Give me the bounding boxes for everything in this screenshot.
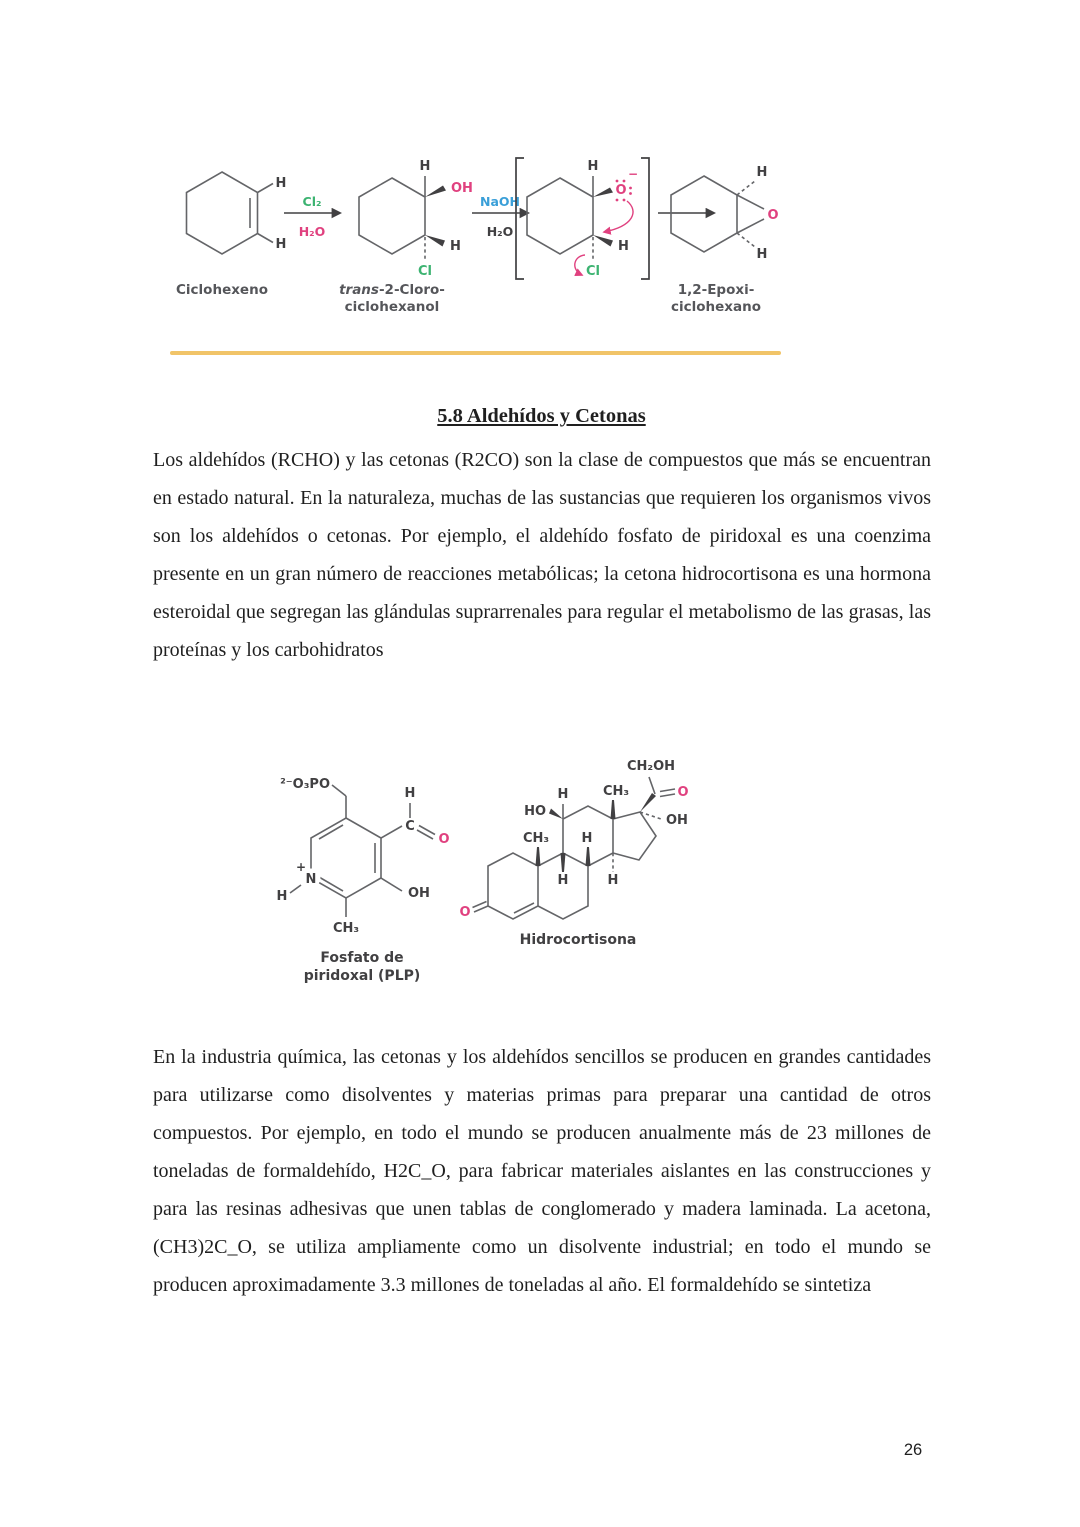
atom-label-h: H xyxy=(450,239,461,254)
reagent-cl2: Cl₂ xyxy=(302,194,322,209)
atom-label-h: H xyxy=(756,247,768,262)
atom-label-n: N xyxy=(305,872,317,887)
plp-structure xyxy=(277,777,450,984)
atom-label-h: H xyxy=(581,831,593,846)
figure-caption-plp-line1: Fosfato de xyxy=(320,950,404,966)
atom-label-h: H xyxy=(587,159,599,174)
epoxycyclohexane-structure xyxy=(671,165,779,315)
atom-label-cl: Cl xyxy=(418,264,432,279)
figure-caption-hydrocortisone: Hidrocortisona xyxy=(519,932,637,948)
atom-label-h: H xyxy=(276,889,288,904)
hydrocortisone-structure-figure xyxy=(450,736,750,966)
chlorocyclohexanol-structure xyxy=(339,159,473,315)
atom-label-h: H xyxy=(756,165,768,180)
section-divider xyxy=(170,351,781,355)
figure-caption-plp-line2: piridoxal (PLP) xyxy=(303,968,421,984)
atom-label-cl: Cl xyxy=(586,264,600,279)
phosphate-group-label: ²⁻O₃PO xyxy=(280,777,330,792)
atom-label-h: H xyxy=(618,239,629,254)
molecule-label-chlorocyclohexanol-line2: ciclohexanol xyxy=(344,299,440,315)
methyl-group-label: CH₃ xyxy=(332,921,360,936)
plp-structure-figure xyxy=(264,750,469,990)
methyl-group-label: CH₃ xyxy=(522,831,550,846)
atom-label-h: H xyxy=(404,786,416,801)
atom-label-h: H xyxy=(557,787,569,802)
molecule-label-rest-part: -2-Cloro- xyxy=(378,282,445,298)
alkoxide-intermediate-structure xyxy=(516,158,649,279)
atom-label-h: H xyxy=(275,176,287,191)
cyclohexene-structure xyxy=(176,172,286,298)
reagent-h2o: H₂O xyxy=(486,224,514,239)
methyl-group-label: CH₃ xyxy=(602,784,630,799)
reaction-arrow-1 xyxy=(284,194,340,239)
molecule-label-epoxycyclohexane-line2: ciclohexano xyxy=(670,299,762,315)
atom-label-c: C xyxy=(405,819,415,834)
reagent-naoh: NaOH xyxy=(480,194,520,209)
atom-label-oh: OH xyxy=(666,813,688,828)
section-heading: 5.8 Aldehídos y Cetonas xyxy=(437,405,646,427)
paragraph-2: En la industria química, las cetonas y los aldehídos sencillos se producen en grandes cantidades para utilizarse como disolventes y materias primas para preparar una cantidad de otros compuestos. Por ejemplo, en todo el mundo se producen anualmente más de 23 millones de toneladas de formaldehído, H2C_O, para fabricar materiales aislantes en las construcciones y para las resinas adhesivas que unen tablas de conglomerado y madera laminada. La acetona, (CH3)2C_O, se utiliza ampliamente como un disolvente industrial; en todo el mundo se producen aproximadamente 3.3 millones de toneladas al año. El formaldehído se sintetiza xyxy=(153,1046,931,1296)
molecule-label-ciclohexeno: Ciclohexeno xyxy=(176,282,268,298)
atom-label-o-anion: O xyxy=(615,183,627,198)
atom-label-o: O xyxy=(677,785,689,800)
reagent-h2o: H₂O xyxy=(298,224,326,239)
atom-label-h: H xyxy=(557,873,569,888)
electron-arrow xyxy=(604,201,633,232)
page-number: 26 xyxy=(903,1441,923,1459)
hydroxymethyl-group-label: CH₂OH xyxy=(626,759,676,774)
leaving-group-arrow xyxy=(575,255,585,275)
reaction-scheme-figure xyxy=(158,144,806,326)
atom-label-h: H xyxy=(607,873,619,888)
atom-label-o: O xyxy=(459,905,471,920)
reaction-arrow-2 xyxy=(472,194,528,239)
atom-label-h: H xyxy=(275,237,287,252)
molecule-label-italic-part: trans xyxy=(339,282,379,298)
hydrocortisone-structure xyxy=(459,759,688,948)
charge-minus: − xyxy=(627,167,639,181)
molecule-label-chlorocyclohexanol xyxy=(339,282,445,298)
molecule-label-epoxycyclohexane: 1,2-Epoxi- xyxy=(677,282,755,298)
atom-label-o: O xyxy=(767,208,779,223)
charge-plus: + xyxy=(295,860,307,874)
atom-label-h: H xyxy=(419,159,431,174)
atom-label-oh: OH xyxy=(408,886,430,901)
atom-label-o: O xyxy=(438,832,450,847)
hydroxyl-group-label: HO xyxy=(524,804,546,819)
paragraph-1: Los aldehídos (RCHO) y las cetonas (R2CO) son la clase de compuestos que más se encuentran en estado natural. En la naturaleza, muchas de las sustancias que requieren los organismos vivos son los aldehídos o cetonas. Por ejemplo, el aldehído fosfato de piridoxal es una coenzima presente en un gran número de reacciones metabólicas; la cetona hidrocortisona es una hormona esteroidal que segregan las glándulas suprarrenales para regular el metabolismo de las grasas, las proteínas y los carbohidratos xyxy=(153,449,931,661)
atom-label-oh: OH xyxy=(451,181,473,196)
